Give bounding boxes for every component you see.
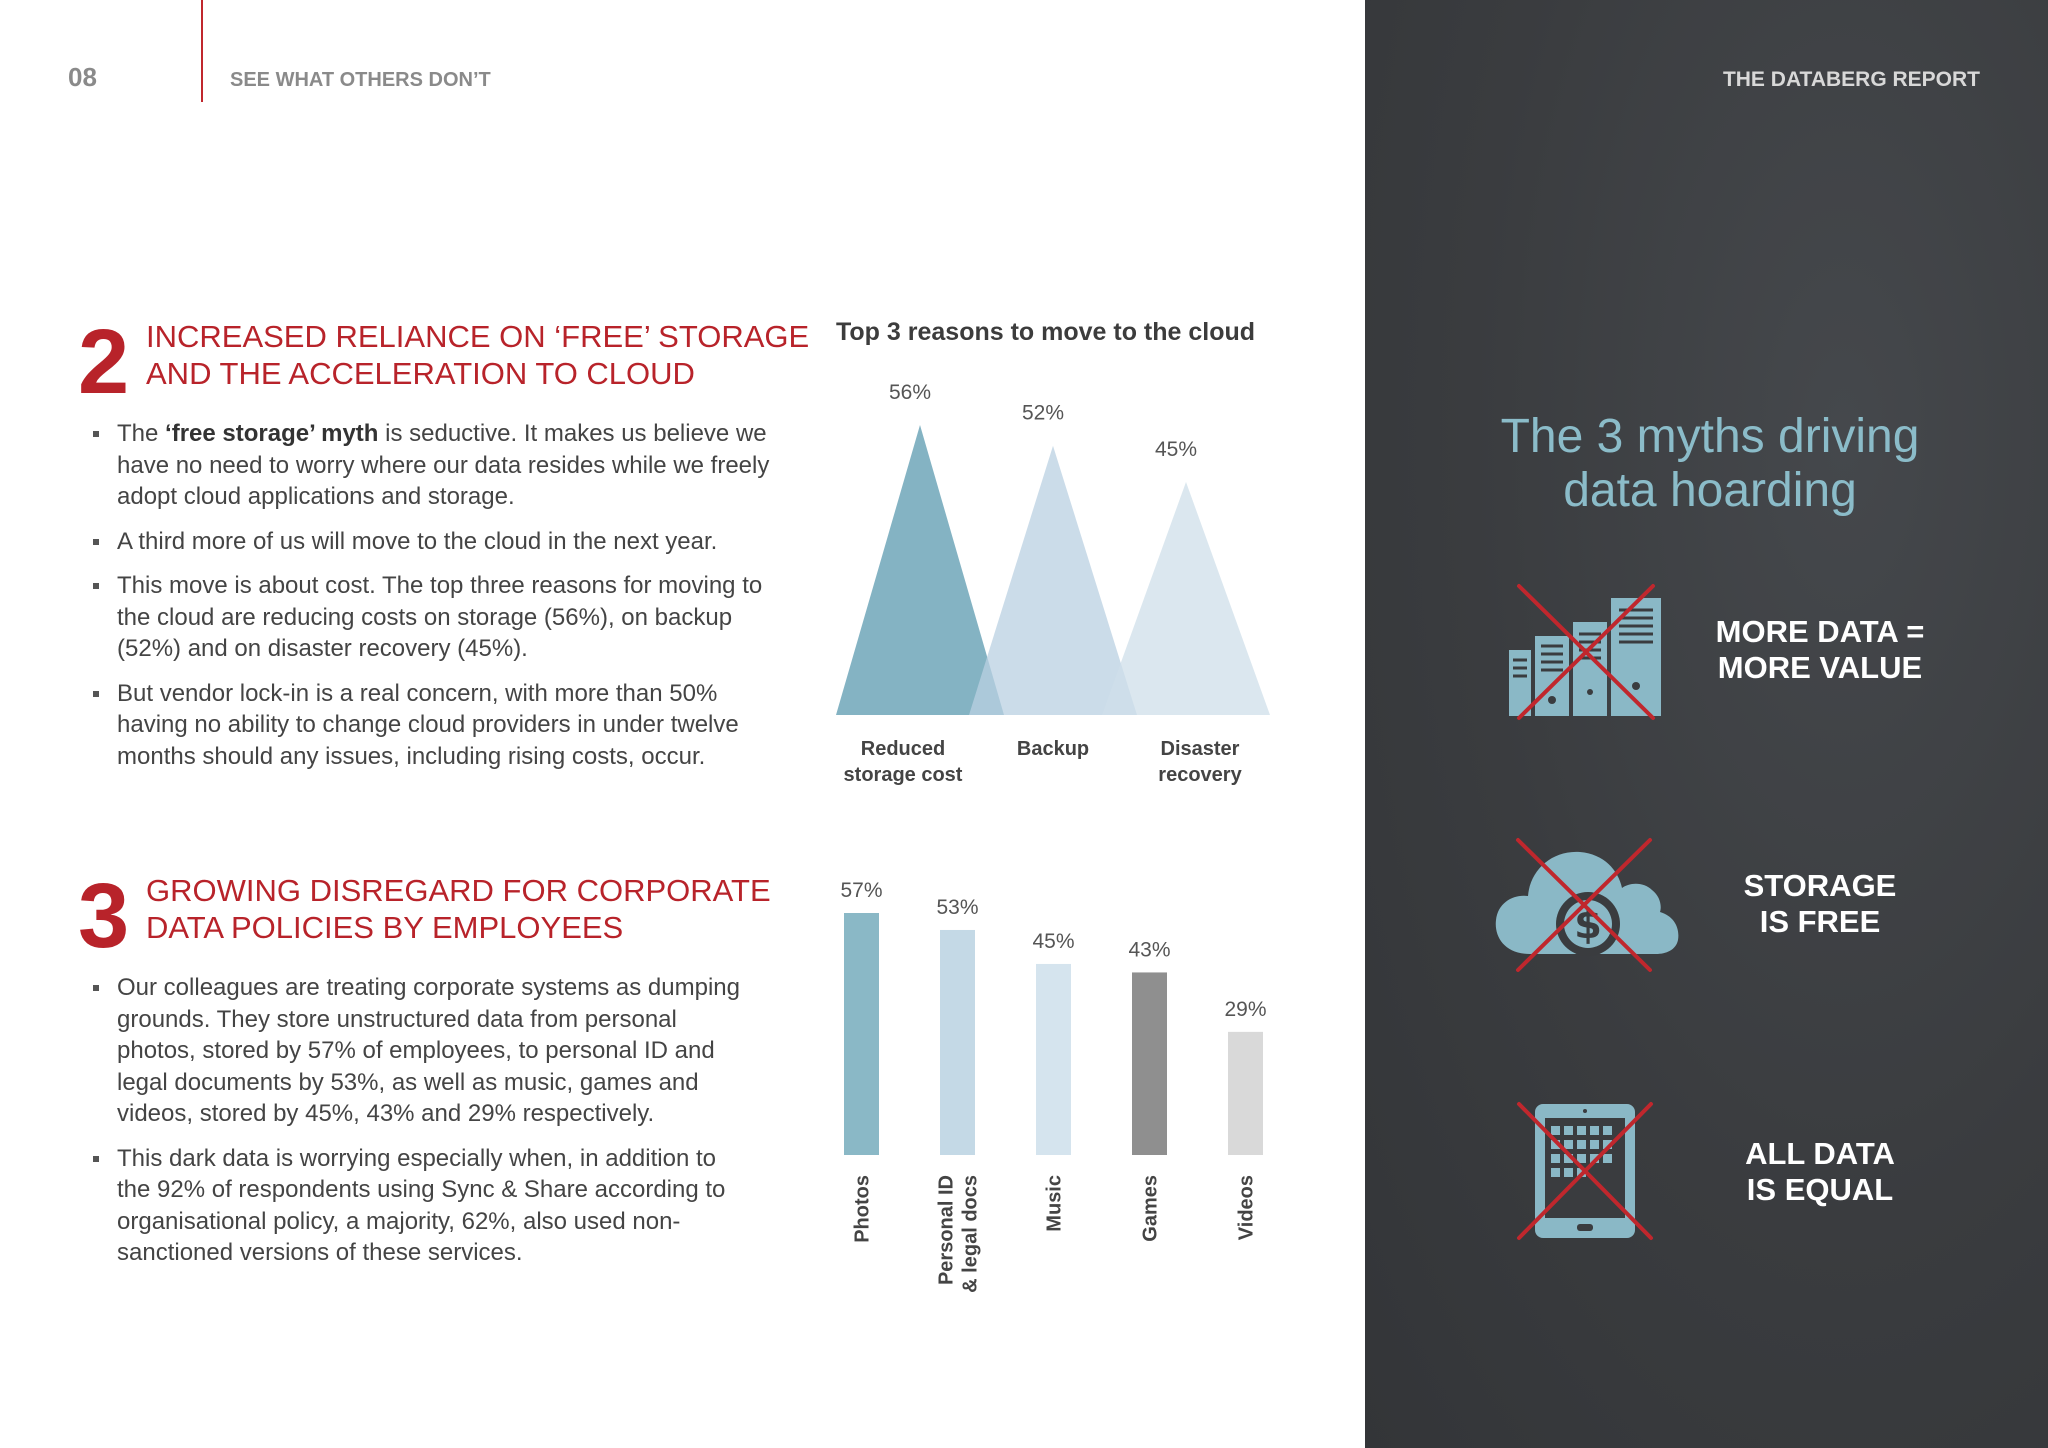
- myth-label-line: IS EQUAL: [1746, 1172, 1894, 1207]
- bullet-text: Our colleagues are treating corporate systems as dumping grounds. They store unstructured data from personal photos, stored by 57% of employees, to personal ID and legal documents by 53%, as well as music, games and videos, stored by 45%, 43% and 29% respectively.: [117, 974, 740, 1127]
- section-2-number: 2: [78, 311, 130, 413]
- category-label: Photos: [851, 1175, 874, 1243]
- bar-mark: [1228, 1032, 1263, 1155]
- section-3-title: [146, 872, 771, 946]
- section-3-bullets: [81, 972, 753, 1282]
- category-label: Games: [1139, 1175, 1162, 1242]
- bar-mark: [844, 913, 879, 1155]
- triangle-mark: [1102, 482, 1270, 715]
- header-tagline: SEE WHAT OTHERS DON’T: [230, 69, 491, 91]
- bullet-marker: [93, 1156, 99, 1162]
- header-divider: [201, 0, 203, 102]
- list-item: [81, 678, 781, 773]
- bullet-text: But vendor lock-in is a real concern, with more than 50% having no ability to change cloud providers in under twelve months should any issues, including rising costs, occur.: [117, 679, 739, 770]
- myth-label-line: ALL DATA: [1745, 1136, 1895, 1171]
- category-label: Music: [1043, 1175, 1066, 1232]
- myth-label: [1700, 868, 1940, 940]
- bar-mark: [1036, 964, 1071, 1155]
- bullet-text: A third more of us will move to the cloud in the next year.: [117, 527, 718, 555]
- data-label: 53%: [936, 895, 979, 919]
- triangle-mark: [969, 446, 1137, 715]
- page-number: 08: [68, 62, 97, 92]
- list-item: [81, 1143, 753, 1269]
- category-label: Reduced: [860, 738, 946, 760]
- myth-label: [1700, 614, 1940, 686]
- category-label: & legal docs: [959, 1175, 982, 1293]
- data-label: 43%: [1128, 938, 1171, 962]
- data-label: 29%: [1224, 997, 1267, 1021]
- data-label: 45%: [1032, 929, 1075, 953]
- bullet-marker: [93, 583, 99, 589]
- category-label: Personal ID: [935, 1175, 958, 1286]
- data-label: 52%: [1021, 401, 1065, 425]
- bullet-bold-text: ‘free storage’ myth: [165, 420, 379, 447]
- bullet-marker: [93, 431, 99, 437]
- bullet-marker: [93, 985, 99, 991]
- section-2-title-line: AND THE ACCELERATION TO CLOUD: [146, 356, 695, 391]
- bar-mark: [940, 930, 975, 1155]
- section-3-title-line: GROWING DISREGARD FOR CORPORATE: [146, 873, 771, 908]
- data-label: 45%: [1154, 437, 1198, 461]
- category-label: recovery: [1158, 764, 1242, 786]
- data-label: 57%: [840, 879, 883, 902]
- data-label: 56%: [888, 381, 932, 404]
- category-label: Disaster: [1160, 738, 1240, 760]
- sidebar-heading-line: data hoarding: [1563, 464, 1857, 517]
- section-2-title: [146, 318, 809, 392]
- list-item: [81, 570, 781, 665]
- stored-data-bar-chart: [820, 860, 1280, 1320]
- myth-label-line: IS FREE: [1759, 904, 1881, 939]
- section-2-bullets: [81, 418, 781, 785]
- category-label: storage cost: [843, 764, 963, 786]
- triangle-mark: [836, 425, 1004, 715]
- chart-title: Top 3 reasons to move to the cloud: [836, 318, 1256, 346]
- myth-label-line: MORE DATA =: [1715, 614, 1925, 649]
- category-label: Videos: [1235, 1175, 1258, 1241]
- category-label: Backup: [1016, 738, 1090, 760]
- tablet-crossed-icon: [1515, 1100, 1655, 1242]
- section-2-title-line: INCREASED RELIANCE ON ‘FREE’ STORAGE: [146, 319, 810, 354]
- myth-label-line: MORE VALUE: [1717, 650, 1923, 685]
- bullet-marker: [93, 539, 99, 545]
- bar-mark: [1132, 972, 1167, 1155]
- bullet-marker: [93, 691, 99, 697]
- bullet-text: is seductive. It makes us believe we have no need to worry where our data resides while we freely adopt cloud applications and storage.: [117, 420, 770, 510]
- server-crossed-icon: [1505, 582, 1665, 722]
- section-3-title-line: DATA POLICIES BY EMPLOYEES: [146, 910, 624, 945]
- section-3-number: 3: [78, 865, 130, 967]
- myth-label: [1700, 1136, 1940, 1208]
- cloud-reasons-chart: [820, 370, 1280, 810]
- sidebar-heading: [1420, 410, 2000, 518]
- myth-label-line: STORAGE: [1743, 868, 1897, 903]
- myths-sidebar: [1365, 0, 2048, 1448]
- svg-text:$: $: [1574, 902, 1602, 948]
- bullet-text: This dark data is worrying especially when, in addition to the 92% of respondents using Sync & Share according to organisational policy, a majority, 62%, also used non-sanctioned versions of these services.: [117, 1144, 726, 1266]
- report-title: THE DATABERG REPORT: [1722, 68, 1980, 91]
- list-item: [81, 526, 781, 558]
- bullet-text: The: [117, 420, 166, 447]
- bullet-text: This move is about cost. The top three reasons for moving to the cloud are reducing costs on storage (56%), on backup (52%) and on disaster recovery (45%).: [117, 572, 763, 662]
- list-item: [81, 418, 781, 513]
- list-item: [81, 972, 753, 1130]
- cloud-dollar-crossed-icon: [1490, 836, 1682, 974]
- sidebar-heading-line: The 3 myths driving: [1500, 410, 1920, 463]
